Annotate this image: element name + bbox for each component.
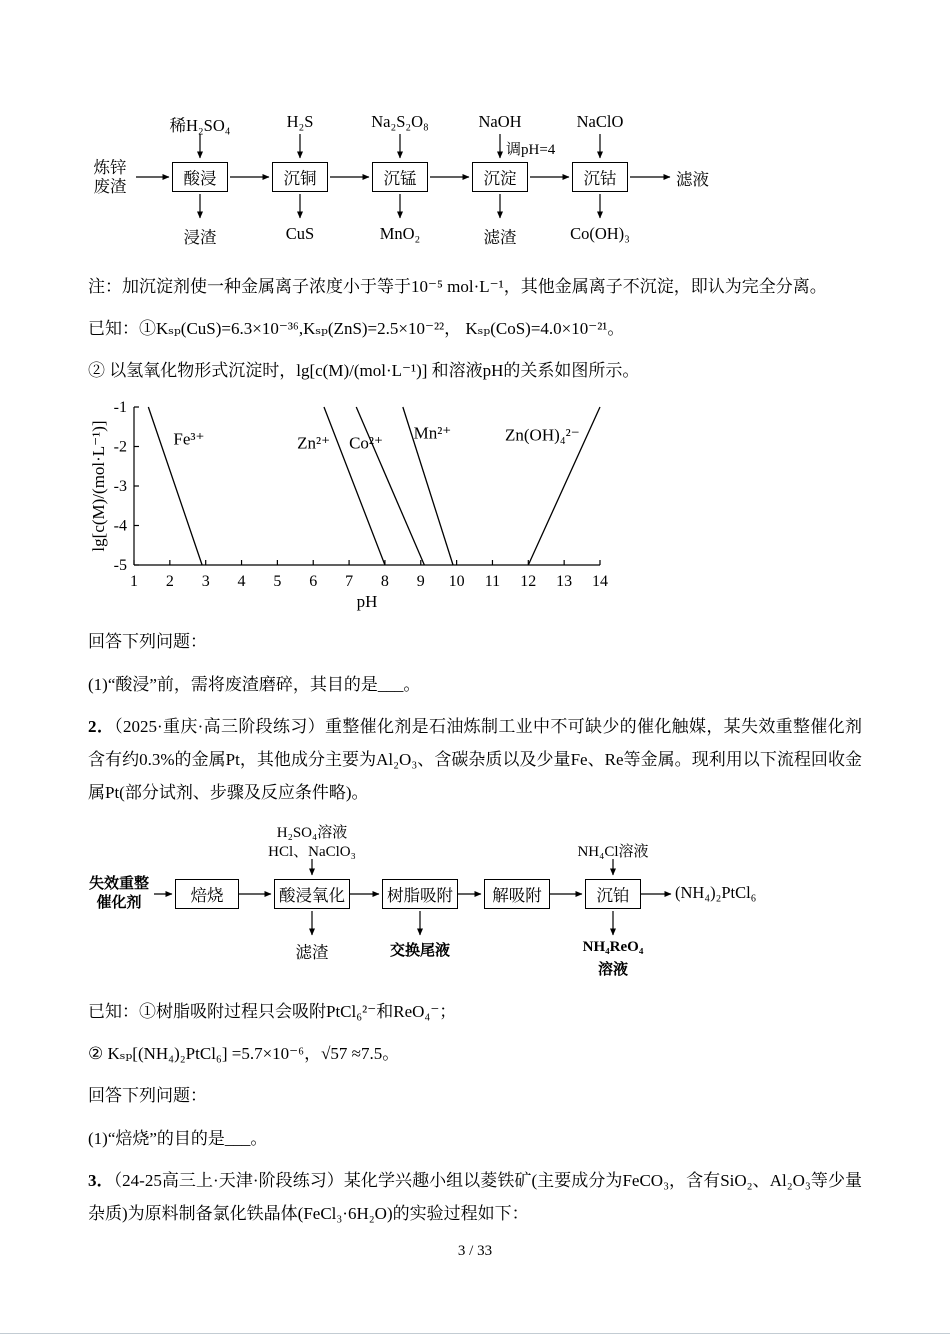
question-3 <box>88 1164 862 1230</box>
flowchart-zinc-process <box>88 104 818 254</box>
flowchart-pt-recovery <box>88 821 848 981</box>
byproduct-label-residue: 浸渣 <box>183 228 217 247</box>
flow-source-line2: 废渣 <box>93 177 127 196</box>
question-2-known-1: 已知：①树脂吸附过程只会吸附PtCl₆²⁻和ReO₄⁻； <box>88 1002 457 1022</box>
chart-series <box>148 407 600 565</box>
reagent-label-naclo: NaClO <box>576 112 624 131</box>
byproduct-label-filter: 滤渣 <box>483 228 517 247</box>
flow-step-desorb: 解吸附 <box>484 879 550 909</box>
flow-source-line1: 失效重整 <box>88 876 149 893</box>
byproduct-label-cooh3: Co(OH)₃ <box>570 224 630 243</box>
question-3-number: 3． <box>88 1170 114 1190</box>
question-2 <box>88 710 862 809</box>
reagent-label-hcl-naclo3: HCl、NaClO₃ <box>268 844 356 861</box>
flow-source-line2: 催化剂 <box>96 895 142 912</box>
svg-text:-1: -1 <box>113 399 127 417</box>
known-text-2: ② 以氢氧化物形式沉淀时，lg[c(M)/(mol·L⁻¹)] 和溶液pH的关系如图所示。 <box>88 361 640 381</box>
svg-text:-4: -4 <box>113 517 127 535</box>
flow-step-resin-adsorb: 树脂吸附 <box>382 879 458 909</box>
byproduct-label-mno2: MnO₂ <box>379 224 421 243</box>
chart-series-label-4: Zn(OH)₄²⁻ <box>505 425 580 445</box>
byproduct-label-nh4reo4: NH₄ReO₄ <box>582 939 644 956</box>
byproduct-label-filter-residue: 滤渣 <box>295 943 329 963</box>
note-text: 注：加沉淀剂使一种金属离子浓度小于等于10⁻⁵ mol·L⁻¹，其他金属离子不沉淀，即认为完全分离。 <box>88 277 827 296</box>
answer-heading-2: 回答下列问题： <box>88 1086 207 1106</box>
question-2-text: （2025·重庆·高三阶段练习）重整催化剂是石油炼制工业中不可缺少的催化触媒，某失效重整催化剂含有约0.3%的金属Pt，其他成分主要为Al₂O₃、含碳杂质以及少量Fe、Re等金属。现利用以下流程回收金属Pt(部分试剂、步骤及反应条件略)。 <box>88 716 862 802</box>
chart-y-ticks <box>114 399 139 574</box>
question-3-text: （24-25高三上·天津·阶段练习）某化学兴趣小组以菱铁矿(主要成分为FeCO₃，含有SiO₂、Al₂O₃等少量杂质)为原料制备氯化铁晶体(FeCl₃·6H₂O)的实验过程如下： <box>88 1170 862 1223</box>
ph-adjust-note: 调pH=4 <box>506 142 556 158</box>
ph-hydroxide-chart <box>90 399 862 616</box>
svg-text:10: 10 <box>448 573 465 591</box>
reagent-label-h2so4: 稀H₂SO₄ <box>169 116 231 135</box>
svg-text:-3: -3 <box>113 478 127 496</box>
reagent-label-h2s: H₂S <box>286 112 314 131</box>
svg-text:6: 6 <box>309 573 318 591</box>
flow-step-acid-leach: 酸浸 <box>172 162 228 192</box>
flow-source-zinc-waste <box>88 158 132 196</box>
flow-step-acid-oxidize: 酸浸氧化 <box>274 879 350 909</box>
question-2-known-2: ② Kₛₚ[(NH₄)₂PtCl₆] =5.7×10⁻⁶，√57 ≈7.5。 <box>88 1044 400 1064</box>
flow-step-mn-precip: 沉锰 <box>372 162 428 192</box>
flow-step-roast: 焙烧 <box>175 879 239 909</box>
svg-text:4: 4 <box>237 573 246 591</box>
question-1-item-1: (1)“酸浸”前，需将废渣磨碎，其目的是___。 <box>88 674 421 694</box>
svg-text:3: 3 <box>201 573 210 591</box>
chart-series-label-2: Co²⁺ <box>349 433 383 453</box>
svg-text:1: 1 <box>130 573 138 591</box>
flow-step-co-precip: 沉钴 <box>572 162 628 192</box>
chart-x-axis-label: pH <box>356 592 378 612</box>
flow-output-filtrate: 滤液 <box>676 170 709 189</box>
svg-text:14: 14 <box>592 573 608 591</box>
svg-text:7: 7 <box>345 573 354 591</box>
svg-text:2: 2 <box>165 573 174 591</box>
flow-step-precipitate: 沉淀 <box>472 162 528 192</box>
question-2-number: 2． <box>88 716 115 736</box>
chart-series-label-3: Mn²⁺ <box>413 424 452 444</box>
ph-chart-svg <box>90 399 630 611</box>
flow-step-cu-precip: 沉铜 <box>272 162 328 192</box>
flow-output-nh4ptcl6: (NH₄)₂PtCl₆ <box>675 883 757 903</box>
page-bottom-rule <box>0 1333 950 1334</box>
flow-source-spent-catalyst <box>88 875 150 913</box>
reagent-label-na2s2o8: Na₂S₂O₈ <box>371 112 429 131</box>
byproduct-label-solution: 溶液 <box>597 962 628 979</box>
chart-series-line-1 <box>324 407 385 565</box>
svg-text:5: 5 <box>273 573 282 591</box>
reagent-label-naoh: NaOH <box>478 112 522 131</box>
byproduct-label-exchange-tail: 交换尾液 <box>389 943 450 960</box>
svg-text:8: 8 <box>380 573 389 591</box>
page-number: 3 / 33 <box>457 1243 493 1259</box>
byproduct-label-cus: CuS <box>285 224 315 243</box>
reagent-label-h2so4-solution: H₂SO₄溶液 <box>276 825 348 842</box>
svg-text:13: 13 <box>556 573 573 591</box>
known-text-1: 已知：①Kₛₚ(CuS)=6.3×10⁻³⁶,Kₛₚ(ZnS)=2.5×10⁻²²， Kₛₚ(CoS)=4.0×10⁻²¹。 <box>88 319 625 339</box>
question-2-item-1: (1)“焙烧”的目的是___。 <box>88 1128 268 1148</box>
chart-y-axis-label: lg[c(M)/(mol·L⁻¹)] <box>90 420 108 552</box>
svg-text:11: 11 <box>484 573 501 591</box>
svg-text:-2: -2 <box>113 438 127 456</box>
reagent-label-nh4cl: NH₄Cl溶液 <box>577 844 649 861</box>
answer-heading-1: 回答下列问题： <box>88 632 207 652</box>
svg-text:9: 9 <box>416 573 425 591</box>
chart-series-label-1: Zn²⁺ <box>297 433 331 453</box>
chart-series-label-0: Fe³⁺ <box>173 429 205 449</box>
svg-text:12: 12 <box>520 573 537 591</box>
svg-text:-5: -5 <box>113 557 127 575</box>
flow-step-pt-precip: 沉铂 <box>585 879 641 909</box>
flow-source-line1: 炼锌 <box>93 158 127 177</box>
